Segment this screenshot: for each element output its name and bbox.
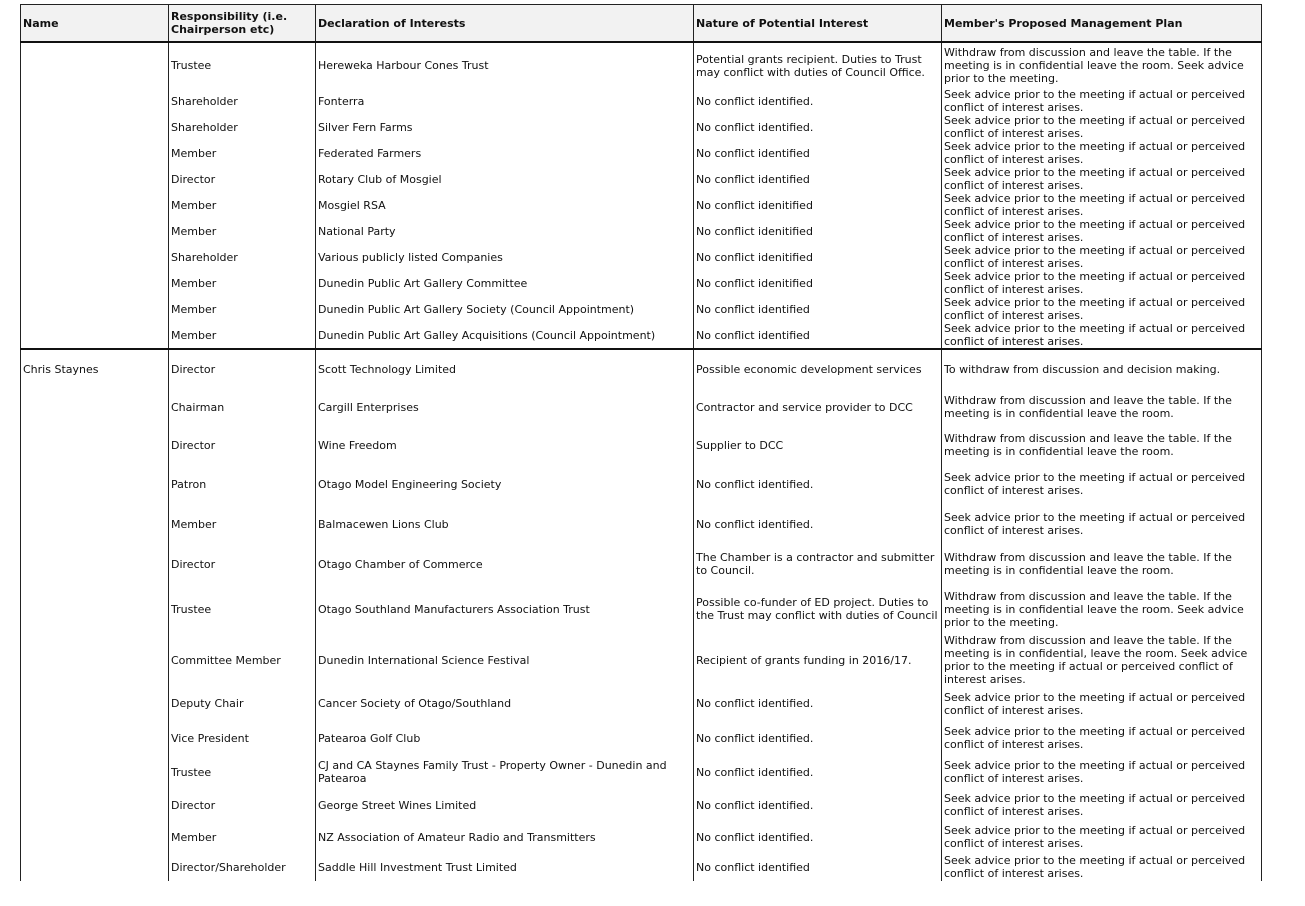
cell-declaration: Patearoa Golf Club bbox=[316, 721, 694, 755]
table-row bbox=[21, 218, 1262, 244]
cell-plan: Withdraw from discussion and leave the table. If the meeting is in confidential leave the room. Seek advice prior to the meeting. bbox=[942, 584, 1262, 634]
cell-responsibility: Director bbox=[169, 789, 316, 821]
cell-declaration: Otago Chamber of Commerce bbox=[316, 544, 694, 584]
cell-responsibility: Member bbox=[169, 504, 316, 544]
table-row bbox=[21, 322, 1262, 349]
table-row bbox=[21, 296, 1262, 322]
cell-plan: Seek advice prior to the meeting if actual or perceived conflict of interest arises. bbox=[942, 114, 1262, 140]
table-row bbox=[21, 88, 1262, 114]
cell-responsibility: Patron bbox=[169, 464, 316, 504]
cell-declaration: Saddle Hill Investment Trust Limited bbox=[316, 853, 694, 881]
cell-plan: Seek advice prior to the meeting if actual or perceived conflict of interest arises. bbox=[942, 296, 1262, 322]
cell-plan: Seek advice prior to the meeting if actual or perceived conflict of interest arises. bbox=[942, 166, 1262, 192]
cell-name bbox=[21, 789, 169, 821]
cell-responsibility: Member bbox=[169, 140, 316, 166]
table-row bbox=[21, 388, 1262, 426]
cell-name bbox=[21, 244, 169, 270]
cell-plan: Withdraw from discussion and leave the table. If the meeting is in confidential, leave the room. Seek advice prior to the meeting if actual or perceived conflict of interest arises. bbox=[942, 634, 1262, 686]
cell-responsibility: Director bbox=[169, 166, 316, 192]
table-row bbox=[21, 426, 1262, 464]
cell-responsibility: Director/Shareholder bbox=[169, 853, 316, 881]
cell-declaration: Balmacewen Lions Club bbox=[316, 504, 694, 544]
cell-responsibility: Shareholder bbox=[169, 114, 316, 140]
cell-plan: Seek advice prior to the meeting if actual or perceived conflict of interest arises. bbox=[942, 504, 1262, 544]
cell-declaration: CJ and CA Staynes Family Trust - Property Owner - Dunedin and Patearoa bbox=[316, 755, 694, 789]
header-name: Name bbox=[21, 5, 169, 43]
cell-plan: Seek advice prior to the meeting if actual or perceived conflict of interest arises. bbox=[942, 140, 1262, 166]
cell-responsibility: Member bbox=[169, 270, 316, 296]
cell-responsibility: Vice President bbox=[169, 721, 316, 755]
cell-declaration: Various publicly listed Companies bbox=[316, 244, 694, 270]
cell-nature: No conflict identified. bbox=[694, 821, 942, 853]
cell-nature: Contractor and service provider to DCC bbox=[694, 388, 942, 426]
cell-name bbox=[21, 42, 169, 88]
cell-nature: Recipient of grants funding in 2016/17. bbox=[694, 634, 942, 686]
cell-plan: Seek advice prior to the meeting if actual or perceived conflict of interest arises. bbox=[942, 88, 1262, 114]
cell-declaration: Cancer Society of Otago/Southland bbox=[316, 686, 694, 721]
cell-responsibility: Deputy Chair bbox=[169, 686, 316, 721]
cell-responsibility: Trustee bbox=[169, 42, 316, 88]
header-declaration: Declaration of Interests bbox=[316, 5, 694, 43]
cell-name bbox=[21, 388, 169, 426]
cell-declaration: NZ Association of Amateur Radio and Transmitters bbox=[316, 821, 694, 853]
cell-name bbox=[21, 270, 169, 296]
cell-plan: Seek advice prior to the meeting if actual or perceived conflict of interest arises. bbox=[942, 721, 1262, 755]
cell-name bbox=[21, 296, 169, 322]
cell-responsibility: Member bbox=[169, 218, 316, 244]
cell-declaration: Dunedin Public Art Gallery Committee bbox=[316, 270, 694, 296]
cell-nature: No conflict identified. bbox=[694, 114, 942, 140]
cell-plan: Seek advice prior to the meeting if actual or perceived conflict of interest arises. bbox=[942, 686, 1262, 721]
cell-declaration: Mosgiel RSA bbox=[316, 192, 694, 218]
table-row bbox=[21, 821, 1262, 853]
cell-responsibility: Member bbox=[169, 322, 316, 349]
cell-nature: No conflict identified. bbox=[694, 464, 942, 504]
cell-name bbox=[21, 114, 169, 140]
member-group bbox=[21, 42, 1262, 349]
cell-declaration: Cargill Enterprises bbox=[316, 388, 694, 426]
cell-name bbox=[21, 192, 169, 218]
cell-plan: Seek advice prior to the meeting if actual or perceived conflict of interest arises. bbox=[942, 789, 1262, 821]
cell-nature: No conflict identified bbox=[694, 853, 942, 881]
header-nature: Nature of Potential Interest bbox=[694, 5, 942, 43]
cell-declaration: Otago Model Engineering Society bbox=[316, 464, 694, 504]
cell-declaration: Hereweka Harbour Cones Trust bbox=[316, 42, 694, 88]
cell-name bbox=[21, 584, 169, 634]
cell-nature: No conflict identified bbox=[694, 322, 942, 349]
cell-name bbox=[21, 721, 169, 755]
cell-plan: Seek advice prior to the meeting if actual or perceived conflict of interest arises. bbox=[942, 853, 1262, 881]
cell-declaration: Wine Freedom bbox=[316, 426, 694, 464]
cell-responsibility: Director bbox=[169, 426, 316, 464]
register-of-interests-page bbox=[20, 4, 1261, 881]
cell-responsibility: Director bbox=[169, 544, 316, 584]
cell-responsibility: Trustee bbox=[169, 755, 316, 789]
cell-plan: Seek advice prior to the meeting if actual or perceived conflict of interest arises. bbox=[942, 244, 1262, 270]
cell-declaration: Federated Farmers bbox=[316, 140, 694, 166]
cell-name bbox=[21, 755, 169, 789]
cell-nature: No conflict idenitified bbox=[694, 244, 942, 270]
cell-nature: No conflict identified. bbox=[694, 755, 942, 789]
cell-declaration: Otago Southland Manufacturers Association Trust bbox=[316, 584, 694, 634]
cell-plan: Seek advice prior to the meeting if actual or perceived conflict of interest arises. bbox=[942, 755, 1262, 789]
cell-declaration: Silver Fern Farms bbox=[316, 114, 694, 140]
cell-name bbox=[21, 166, 169, 192]
cell-plan: Withdraw from discussion and leave the table. If the meeting is in confidential leave the room. bbox=[942, 544, 1262, 584]
cell-name bbox=[21, 821, 169, 853]
cell-declaration: National Party bbox=[316, 218, 694, 244]
cell-name bbox=[21, 634, 169, 686]
cell-plan: To withdraw from discussion and decision making. bbox=[942, 349, 1262, 388]
cell-responsibility: Member bbox=[169, 296, 316, 322]
table-row bbox=[21, 349, 1262, 388]
cell-declaration: Fonterra bbox=[316, 88, 694, 114]
cell-plan: Seek advice prior to the meeting if actual or perceived conflict of interest arises. bbox=[942, 270, 1262, 296]
header-plan: Member's Proposed Management Plan bbox=[942, 5, 1262, 43]
table-row bbox=[21, 166, 1262, 192]
cell-responsibility: Shareholder bbox=[169, 244, 316, 270]
cell-responsibility: Trustee bbox=[169, 584, 316, 634]
register-of-interests-table bbox=[20, 4, 1262, 881]
cell-nature: Potential grants recipient. Duties to Trust may conflict with duties of Council Office. bbox=[694, 42, 942, 88]
cell-responsibility: Shareholder bbox=[169, 88, 316, 114]
table-row bbox=[21, 853, 1262, 881]
cell-declaration: Dunedin Public Art Gallery Society (Council Appointment) bbox=[316, 296, 694, 322]
cell-responsibility: Member bbox=[169, 821, 316, 853]
cell-nature: No conflict identified. bbox=[694, 88, 942, 114]
table-row bbox=[21, 634, 1262, 686]
cell-declaration: Scott Technology Limited bbox=[316, 349, 694, 388]
table-row bbox=[21, 584, 1262, 634]
cell-name bbox=[21, 426, 169, 464]
cell-responsibility: Committee Member bbox=[169, 634, 316, 686]
cell-name bbox=[21, 544, 169, 584]
cell-nature: The Chamber is a contractor and submitter to Council. bbox=[694, 544, 942, 584]
cell-nature: No conflict identified bbox=[694, 166, 942, 192]
cell-nature: Supplier to DCC bbox=[694, 426, 942, 464]
table-row bbox=[21, 42, 1262, 88]
table-row bbox=[21, 244, 1262, 270]
table-row bbox=[21, 114, 1262, 140]
cell-plan: Withdraw from discussion and leave the table. If the meeting is in confidential leave the room. bbox=[942, 426, 1262, 464]
header-responsibility: Responsibility (i.e. Chairperson etc) bbox=[169, 5, 316, 43]
table-row bbox=[21, 504, 1262, 544]
cell-nature: No conflict idenitified bbox=[694, 192, 942, 218]
table-row bbox=[21, 789, 1262, 821]
cell-plan: Withdraw from discussion and leave the table. If the meeting is in confidential leave the room. bbox=[942, 388, 1262, 426]
cell-plan: Seek advice prior to the meeting if actual or perceived conflict of interest arises. bbox=[942, 464, 1262, 504]
cell-declaration: Dunedin International Science Festival bbox=[316, 634, 694, 686]
cell-declaration: George Street Wines Limited bbox=[316, 789, 694, 821]
cell-responsibility: Chairman bbox=[169, 388, 316, 426]
table-row bbox=[21, 464, 1262, 504]
cell-name bbox=[21, 853, 169, 881]
cell-plan: Withdraw from discussion and leave the table. If the meeting is in confidential leave the room. Seek advice prior to the meeting. bbox=[942, 42, 1262, 88]
cell-responsibility: Director bbox=[169, 349, 316, 388]
cell-nature: No conflict idenitified bbox=[694, 218, 942, 244]
cell-plan: Seek advice prior to the meeting if actual or perceived conflict of interest arises. bbox=[942, 322, 1262, 349]
cell-plan: Seek advice prior to the meeting if actual or perceived conflict of interest arises. bbox=[942, 821, 1262, 853]
cell-declaration: Rotary Club of Mosgiel bbox=[316, 166, 694, 192]
table-row bbox=[21, 270, 1262, 296]
cell-nature: No conflict identified. bbox=[694, 721, 942, 755]
cell-plan: Seek advice prior to the meeting if actual or perceived conflict of interest arises. bbox=[942, 192, 1262, 218]
cell-name bbox=[21, 686, 169, 721]
table-header-row bbox=[21, 5, 1262, 43]
cell-name bbox=[21, 504, 169, 544]
cell-nature: No conflict identified. bbox=[694, 504, 942, 544]
cell-name bbox=[21, 88, 169, 114]
cell-nature: No conflict identified bbox=[694, 296, 942, 322]
cell-name bbox=[21, 322, 169, 349]
cell-nature: No conflict identified. bbox=[694, 789, 942, 821]
cell-responsibility: Member bbox=[169, 192, 316, 218]
cell-name bbox=[21, 464, 169, 504]
member-group bbox=[21, 349, 1262, 881]
cell-nature: No conflict identified bbox=[694, 140, 942, 166]
cell-nature: No conflict identified. bbox=[694, 686, 942, 721]
cell-nature: No conflict idenitified bbox=[694, 270, 942, 296]
table-row bbox=[21, 721, 1262, 755]
cell-name bbox=[21, 140, 169, 166]
table-row bbox=[21, 686, 1262, 721]
table-row bbox=[21, 755, 1262, 789]
cell-nature: Possible co-funder of ED project. Duties to the Trust may conflict with duties of Council bbox=[694, 584, 942, 634]
table-row bbox=[21, 140, 1262, 166]
table-row bbox=[21, 544, 1262, 584]
cell-name bbox=[21, 218, 169, 244]
cell-plan: Seek advice prior to the meeting if actual or perceived conflict of interest arises. bbox=[942, 218, 1262, 244]
table-row bbox=[21, 192, 1262, 218]
cell-name: Chris Staynes bbox=[21, 349, 169, 388]
cell-nature: Possible economic development services bbox=[694, 349, 942, 388]
cell-declaration: Dunedin Public Art Galley Acquisitions (Council Appointment) bbox=[316, 322, 694, 349]
